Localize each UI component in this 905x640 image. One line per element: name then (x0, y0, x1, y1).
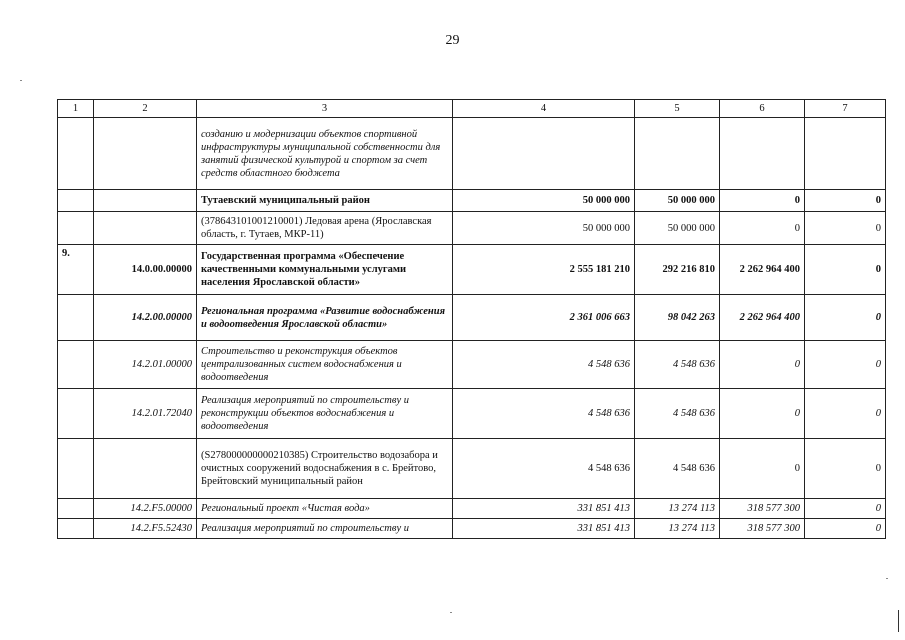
row-name: Тутаевский муниципальный район (197, 190, 453, 212)
row-value-col6: 2 262 964 400 (720, 295, 805, 341)
header-col-7: 7 (805, 100, 886, 118)
row-value-col5: 13 274 113 (635, 499, 720, 519)
row-index (58, 212, 94, 245)
row-value-col6: 318 577 300 (720, 499, 805, 519)
row-value-col7: 0 (805, 519, 886, 539)
row-name: Региональная программа «Развитие водоснабжения и водоотведения Ярославской области» (197, 295, 453, 341)
row-value-col5: 4 548 636 (635, 341, 720, 389)
row-value-col5 (635, 118, 720, 190)
scan-speck (450, 612, 452, 613)
row-index (58, 295, 94, 341)
row-value-col7: 0 (805, 439, 886, 499)
row-name: (378643101001210001) Ледовая арена (Ярославская область, г. Тутаев, МКР-11) (197, 212, 453, 245)
row-value-col7: 0 (805, 389, 886, 439)
table-row (58, 389, 886, 439)
table-row (58, 499, 886, 519)
row-value-col5: 13 274 113 (635, 519, 720, 539)
header-col-3: 3 (197, 100, 453, 118)
row-value-col7: 0 (805, 212, 886, 245)
row-name: Строительство и реконструкция объектов централизованных систем водоснабжения и водоотведения (197, 341, 453, 389)
table-row (58, 295, 886, 341)
row-value-col5: 4 548 636 (635, 439, 720, 499)
scan-speck (886, 578, 888, 579)
header-col-2: 2 (94, 100, 197, 118)
row-code (94, 439, 197, 499)
row-value-col5: 4 548 636 (635, 389, 720, 439)
row-value-col7 (805, 118, 886, 190)
table-row (58, 439, 886, 499)
row-value-total (453, 118, 635, 190)
table-row (58, 118, 886, 190)
row-value-col6: 2 262 964 400 (720, 245, 805, 295)
row-value-col6: 0 (720, 341, 805, 389)
row-index (58, 118, 94, 190)
row-value-col6: 0 (720, 212, 805, 245)
row-code: 14.2.F5.52430 (94, 519, 197, 539)
row-value-total: 50 000 000 (453, 212, 635, 245)
row-value-col7: 0 (805, 245, 886, 295)
row-index (58, 439, 94, 499)
row-index (58, 190, 94, 212)
header-col-1: 1 (58, 100, 94, 118)
row-index (58, 519, 94, 539)
row-value-col5: 50 000 000 (635, 212, 720, 245)
table-row (58, 245, 886, 295)
row-code (94, 212, 197, 245)
row-value-total: 331 851 413 (453, 499, 635, 519)
row-value-col6 (720, 118, 805, 190)
row-index: 9. (58, 245, 94, 295)
row-code: 14.2.01.72040 (94, 389, 197, 439)
row-name: Реализация мероприятий по строительству и (197, 519, 453, 539)
row-code: 14.2.01.00000 (94, 341, 197, 389)
table-row (58, 341, 886, 389)
margin-mark (898, 610, 899, 632)
header-col-5: 5 (635, 100, 720, 118)
header-col-6: 6 (720, 100, 805, 118)
row-code: 14.2.00.00000 (94, 295, 197, 341)
page-number: 29 (445, 33, 460, 48)
scan-speck (20, 80, 22, 81)
row-name: Региональный проект «Чистая вода» (197, 499, 453, 519)
row-value-total: 50 000 000 (453, 190, 635, 212)
row-value-col7: 0 (805, 295, 886, 341)
row-name: Государственная программа «Обеспечение качественными коммунальными услугами населения Ярославской области» (197, 245, 453, 295)
row-code (94, 118, 197, 190)
row-code: 14.0.00.00000 (94, 245, 197, 295)
table-row (58, 190, 886, 212)
row-value-col5: 292 216 810 (635, 245, 720, 295)
row-value-col7: 0 (805, 499, 886, 519)
budget-table (57, 99, 886, 539)
row-value-total: 4 548 636 (453, 341, 635, 389)
row-name: созданию и модернизации объектов спортивной инфраструктуры муниципальной собственности для занятий физической культурой и спортом за счет средств областного бюджета (197, 118, 453, 190)
row-index (58, 341, 94, 389)
row-value-col7: 0 (805, 190, 886, 212)
row-code: 14.2.F5.00000 (94, 499, 197, 519)
row-value-col6: 318 577 300 (720, 519, 805, 539)
row-value-total: 4 548 636 (453, 439, 635, 499)
row-value-col5: 50 000 000 (635, 190, 720, 212)
row-index (58, 499, 94, 519)
row-value-col6: 0 (720, 190, 805, 212)
row-code (94, 190, 197, 212)
row-value-col6: 0 (720, 439, 805, 499)
row-value-col6: 0 (720, 389, 805, 439)
row-value-total: 4 548 636 (453, 389, 635, 439)
row-value-total: 2 555 181 210 (453, 245, 635, 295)
row-index (58, 389, 94, 439)
header-col-4: 4 (453, 100, 635, 118)
row-value-col7: 0 (805, 341, 886, 389)
row-value-total: 2 361 006 663 (453, 295, 635, 341)
table-row (58, 519, 886, 539)
table-row (58, 212, 886, 245)
table-header-row (58, 100, 886, 118)
row-value-total: 331 851 413 (453, 519, 635, 539)
row-name: (S278000000000210385) Строительство водозабора и очистных сооружений водоснабжения в с. Брейтово, Брейтовский муниципальный район (197, 439, 453, 499)
row-name: Реализация мероприятий по строительству и реконструкции объектов водоснабжения и водоотведения (197, 389, 453, 439)
row-value-col5: 98 042 263 (635, 295, 720, 341)
